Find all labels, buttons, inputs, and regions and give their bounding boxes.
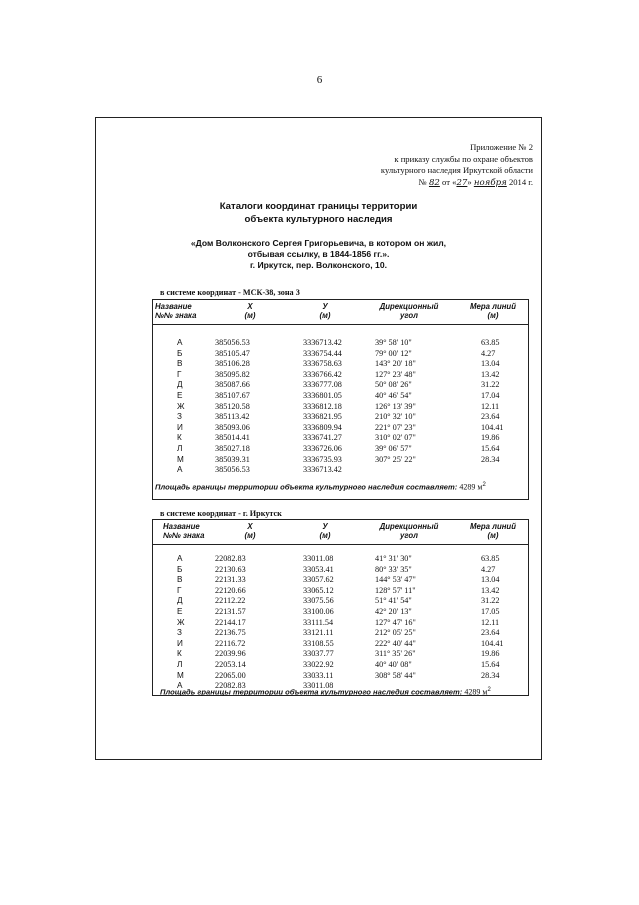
table-row [153, 433, 528, 443]
order-number-label: № [418, 176, 427, 187]
point-name: Д [177, 380, 183, 390]
y-coordinate: 33011.08 [303, 681, 334, 691]
table-header [153, 520, 528, 545]
coordinates-table-irkutsk [152, 519, 529, 696]
order-date-from: от « [442, 176, 457, 187]
object-address: г. Иркутск, пер. Волконского, 10. [249, 260, 388, 271]
table-row [153, 554, 528, 564]
header-direction [361, 302, 457, 320]
y-coordinate: 3336821.95 [303, 412, 342, 422]
y-coordinate: 3336801.05 [303, 391, 342, 400]
direction-angle: 40° 40' 08" [375, 660, 412, 669]
line-length: 17.04 [481, 391, 500, 400]
y-coordinate: 33111.54 [303, 617, 334, 627]
point-name: Ж [177, 617, 185, 627]
point-name: Л [177, 660, 183, 669]
direction-angle: 51° 41' 54" [375, 596, 412, 606]
order-day: 27 [456, 177, 468, 188]
point-name: В [177, 359, 183, 369]
header-y [290, 302, 360, 320]
x-coordinate: 385105.47 [215, 348, 250, 358]
area-value: 4289 м [459, 482, 483, 492]
direction-angle: 128° 57' 11" [375, 585, 416, 595]
x-coordinate: 22112.22 [215, 596, 246, 606]
x-coordinate: 385107.67 [215, 391, 250, 400]
direction-angle: 127° 47' 16" [375, 617, 416, 627]
y-coordinate: 33075.56 [303, 596, 334, 606]
table-row [153, 338, 528, 348]
point-name: Ж [177, 401, 185, 411]
direction-angle: 143° 20' 18" [375, 359, 416, 369]
object-name [95, 238, 542, 272]
table-row [153, 628, 528, 638]
x-coordinate: 385056.53 [215, 338, 250, 347]
table-row [153, 349, 528, 359]
point-name: З [177, 628, 182, 638]
header-x [215, 522, 285, 540]
x-coordinate: 22136.75 [215, 628, 246, 638]
x-coordinate: 22131.33 [215, 575, 246, 585]
table-row [153, 607, 528, 617]
header-length-line1: Мера линий [470, 522, 516, 531]
y-coordinate: 33022.92 [303, 660, 334, 669]
header-name [153, 302, 199, 320]
line-length: 13.42 [481, 369, 500, 379]
header-direction [361, 522, 457, 540]
line-length: 4.27 [481, 348, 496, 358]
x-coordinate: 385106.28 [215, 359, 250, 369]
header-direction-line2: угол [400, 311, 418, 320]
header-x-line2: (м) [244, 311, 256, 320]
point-name: Б [177, 564, 183, 574]
point-name: Л [177, 444, 183, 453]
table-row [153, 402, 528, 412]
table-row [153, 575, 528, 585]
header-y [290, 522, 360, 540]
y-coordinate: 33037.77 [303, 649, 334, 659]
line-length: 12.11 [481, 617, 500, 627]
x-coordinate: 22144.17 [215, 617, 246, 627]
header-name [153, 522, 207, 540]
header-y-line2: (м) [319, 531, 331, 540]
direction-angle: 222° 40' 44" [375, 638, 416, 648]
point-name: А [177, 338, 183, 347]
order-year: 2014 г. [508, 176, 533, 187]
table-row [153, 671, 528, 681]
line-length: 12.11 [481, 401, 500, 411]
header-length-line1: Мера линий [470, 302, 516, 311]
y-coordinate: 3336758.63 [303, 359, 342, 369]
direction-angle: 40° 46' 54" [375, 391, 412, 400]
object-line-1: «Дом Волконского Сергея Григорьевича, в котором он жил, [190, 238, 447, 248]
x-coordinate: 385120.58 [215, 401, 250, 411]
object-line-2: отбывая ссылку, в 1844-1856 гг.». [247, 249, 390, 260]
y-coordinate: 3336713.42 [303, 338, 342, 347]
area-value: 4289 м [464, 687, 488, 697]
header-length-line2: (м) [487, 311, 499, 320]
y-coordinate: 3336741.27 [303, 433, 342, 443]
direction-angle: 310° 02' 07" [375, 433, 416, 443]
table-row [153, 370, 528, 380]
table-row [153, 596, 528, 606]
point-name: К [177, 649, 182, 659]
header-direction-line2: угол [400, 531, 418, 540]
direction-angle: 50° 08' 26" [375, 380, 412, 390]
x-coordinate: 385087.66 [215, 380, 250, 390]
line-length: 23.64 [481, 412, 500, 422]
line-length: 63.85 [481, 554, 500, 563]
x-coordinate: 22082.83 [215, 554, 246, 563]
y-coordinate: 3336809.94 [303, 422, 342, 432]
x-coordinate: 385093.06 [215, 422, 250, 432]
direction-angle: 126° 13' 39" [375, 401, 416, 411]
y-coordinate: 33053.41 [303, 564, 334, 574]
point-name: А [177, 465, 183, 475]
x-coordinate: 22053.14 [215, 660, 246, 669]
system-label-irkutsk: в системе координат - г. Иркутск [160, 509, 282, 518]
header-name-line2: №№ знака [163, 531, 205, 540]
y-coordinate: 33065.12 [303, 585, 334, 595]
point-name: К [177, 433, 182, 443]
y-coordinate: 3336754.44 [303, 348, 342, 358]
table-row [153, 444, 528, 454]
x-coordinate: 22082.83 [215, 681, 246, 691]
area-text: Площадь границы территории объекта культурного наследия составляет: [160, 687, 463, 697]
line-length: 23.64 [481, 628, 500, 638]
point-name: Г [177, 585, 182, 595]
table-row [153, 359, 528, 369]
title-line-1: Каталоги координат границы территории [219, 201, 418, 212]
line-length: 19.86 [481, 649, 500, 659]
appendix-order-line [313, 177, 533, 190]
appendix-line-2: к приказу службы по охране объектов [394, 153, 533, 164]
line-length: 28.34 [481, 670, 500, 680]
x-coordinate: 385014.41 [215, 433, 250, 443]
table-row [153, 380, 528, 390]
x-coordinate: 385095.82 [215, 369, 250, 379]
header-direction-line1: Дирекционный [379, 522, 439, 531]
point-name: В [177, 575, 183, 585]
point-name: И [177, 638, 183, 648]
header-direction-line1: Дирекционный [379, 302, 439, 311]
point-name: Д [177, 596, 183, 606]
table-row [153, 639, 528, 649]
direction-angle: 42° 20' 13" [375, 607, 412, 616]
line-length: 13.04 [481, 359, 500, 369]
header-y-line1: У [322, 522, 328, 531]
table-row [153, 412, 528, 422]
line-length: 17.05 [481, 607, 500, 616]
direction-angle: 79° 00' 12" [375, 348, 412, 358]
x-coordinate: 385027.18 [215, 444, 250, 453]
line-length: 13.42 [481, 585, 500, 595]
table-row [153, 455, 528, 465]
table-header [153, 300, 528, 325]
direction-angle: 127° 23' 48" [375, 369, 416, 379]
area-text: Площадь границы территории объекта культурного наследия составляет: [155, 482, 458, 492]
x-coordinate: 22131.57 [215, 607, 246, 616]
x-coordinate: 22116.72 [215, 638, 246, 648]
table-row [153, 391, 528, 401]
area-line-irkutsk [160, 687, 491, 697]
point-name: Б [177, 348, 183, 358]
y-coordinate: 3336726.06 [303, 444, 342, 453]
direction-angle: 307° 25' 22" [375, 454, 416, 464]
area-unit-sup: 2 [487, 687, 491, 693]
x-coordinate: 22039.96 [215, 649, 246, 659]
line-length: 28.34 [481, 454, 500, 464]
line-length: 13.04 [481, 575, 500, 585]
line-length: 15.64 [481, 660, 500, 669]
header-x-line1: X [247, 522, 253, 531]
header-length-line2: (м) [487, 531, 499, 540]
line-length: 31.22 [481, 380, 500, 390]
table-row [153, 660, 528, 670]
y-coordinate: 33100.06 [303, 607, 334, 616]
point-name: Е [177, 391, 183, 400]
direction-angle: 308° 58' 44" [375, 670, 416, 680]
y-coordinate: 3336812.18 [303, 401, 342, 411]
x-coordinate: 22065.00 [215, 670, 246, 680]
order-number: 82 [428, 177, 440, 188]
point-name: И [177, 422, 183, 432]
line-length: 15.64 [481, 444, 500, 453]
y-coordinate: 33108.55 [303, 638, 334, 648]
direction-angle: 39° 58' 10" [375, 338, 412, 347]
area-line-msk38 [155, 482, 486, 492]
point-name: А [177, 554, 183, 563]
point-name: М [177, 670, 184, 680]
line-length: 104.41 [481, 422, 504, 432]
title-line-2: объекта культурного наследия [244, 213, 393, 225]
line-length: 31.22 [481, 596, 500, 606]
direction-angle: 311° 35' 26" [375, 649, 416, 659]
header-name-line2: №№ знака [155, 311, 197, 320]
area-unit-sup: 2 [482, 482, 486, 488]
header-length [458, 522, 528, 540]
header-name-line1: Название [155, 302, 192, 311]
direction-angle: 39° 06' 57" [375, 444, 412, 453]
direction-angle: 41° 31' 30" [375, 554, 412, 563]
header-x-line2: (м) [244, 531, 256, 540]
x-coordinate: 385113.42 [215, 412, 250, 422]
direction-angle: 212° 05' 25" [375, 628, 416, 638]
x-coordinate: 22120.66 [215, 585, 246, 595]
header-x [215, 302, 285, 320]
y-coordinate: 3336777.08 [303, 380, 342, 390]
y-coordinate: 3336735.93 [303, 454, 342, 464]
y-coordinate: 33121.11 [303, 628, 334, 638]
line-length: 104.41 [481, 638, 504, 648]
page-number: 6 [316, 74, 323, 86]
y-coordinate: 33033.11 [303, 670, 334, 680]
header-y-line2: (м) [319, 311, 331, 320]
header-x-line1: X [247, 302, 253, 311]
point-name: М [177, 454, 184, 464]
y-coordinate: 3336766.42 [303, 369, 342, 379]
point-name: А [177, 681, 183, 691]
x-coordinate: 22130.63 [215, 564, 246, 574]
header-name-line1: Название [163, 522, 200, 531]
appendix-line-1: Приложение № 2 [470, 142, 533, 152]
appendix-line-3: культурного наследия Иркутской области [380, 165, 533, 175]
coordinates-table-msk38 [152, 299, 529, 500]
x-coordinate: 385039.31 [215, 454, 250, 464]
y-coordinate: 33011.08 [303, 554, 334, 563]
direction-angle: 221° 07' 23" [375, 422, 416, 432]
line-length: 4.27 [481, 564, 496, 574]
table-row [153, 586, 528, 596]
header-length [458, 302, 528, 320]
direction-angle: 210° 32' 10" [375, 412, 416, 422]
direction-angle: 144° 53' 47" [375, 575, 416, 585]
table-row [153, 565, 528, 575]
header-y-line1: У [322, 302, 328, 311]
line-length: 63.85 [481, 338, 500, 347]
system-label-msk38: в системе координат - МСК-38, зона 3 [160, 288, 300, 297]
catalog-title [95, 201, 542, 226]
point-name: Г [177, 369, 182, 379]
table-row [153, 423, 528, 433]
point-name: З [177, 412, 182, 422]
direction-angle: 80° 33' 35" [375, 564, 412, 574]
order-month: ноября [473, 177, 507, 188]
y-coordinate: 33057.62 [303, 575, 334, 585]
appendix-header [313, 142, 533, 189]
y-coordinate: 3336713.42 [303, 465, 342, 475]
order-date-quote: » [467, 176, 472, 187]
point-name: Е [177, 607, 183, 616]
table-row [153, 465, 528, 475]
table-row [153, 649, 528, 659]
x-coordinate: 385056.53 [215, 465, 250, 475]
table-row [153, 618, 528, 628]
line-length: 19.86 [481, 433, 500, 443]
